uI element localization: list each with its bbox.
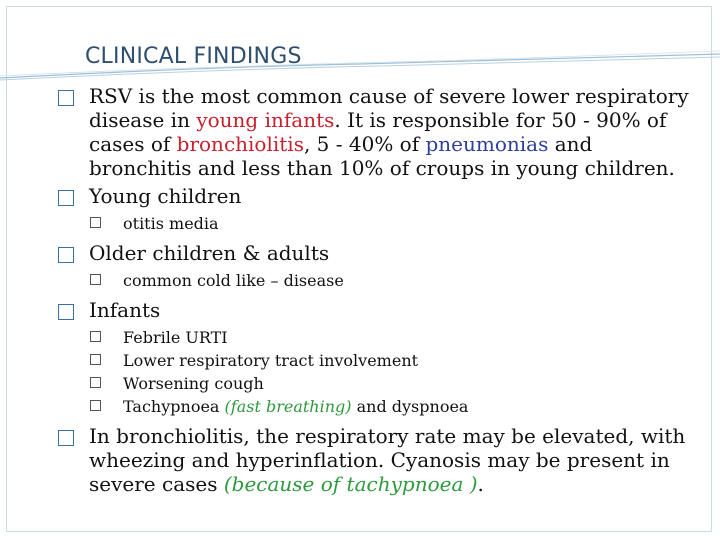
subitem-tachypnoea: Tachypnoea (fast breathing) and dyspnoea <box>90 395 698 418</box>
highlight-young-infants: young infants <box>196 108 335 132</box>
bullet-rsv-overview: RSV is the most common cause of severe lower respiratory disease in young infants. It is responsible for 50 - 90% of cases of bronchiolitis, 5 - 40% of pneumonias and bronchitis and less than 10% of croups in young children. <box>58 84 698 180</box>
sub-bullet-box-icon <box>90 331 101 342</box>
bullet-box-icon <box>58 90 74 106</box>
subitem-febrile-urti: Febrile URTI <box>90 326 698 349</box>
sub-bullet-box-icon <box>90 217 101 228</box>
bullet-box-icon <box>58 190 74 206</box>
bullet-older-children: Older children & adults <box>58 241 698 265</box>
sub-bullet-box-icon <box>90 354 101 365</box>
sub-bullet-box-icon <box>90 400 101 411</box>
bullet-box-icon <box>58 430 74 446</box>
bullet-box-icon <box>58 247 74 263</box>
subitem-worsening-cough: Worsening cough <box>90 372 698 395</box>
highlight-pneumonias: pneumonias <box>425 132 549 156</box>
highlight-because-tachypnoea: (because of tachypnoea ) <box>223 472 478 496</box>
slide-body <box>58 84 698 496</box>
sub-bullet-box-icon <box>90 377 101 388</box>
bullet-infants: Infants <box>58 298 698 322</box>
sub-bullet-box-icon <box>90 274 101 285</box>
bullet-young-children: Young children <box>58 184 698 208</box>
highlight-bronchiolitis: bronchiolitis <box>176 132 304 156</box>
subitem-otitis-media: otitis media <box>90 212 698 235</box>
bullet-box-icon <box>58 304 74 320</box>
subitem-lower-respiratory: Lower respiratory tract involvement <box>90 349 698 372</box>
bullet-bronchiolitis-signs: In bronchiolitis, the respiratory rate may be elevated, with wheezing and hyperinflation. Cyanosis may be present in severe cases (because of tachypnoea ). <box>58 424 698 496</box>
subitem-common-cold: common cold like – disease <box>90 269 698 292</box>
slide-title: CLINICAL FINDINGS <box>85 44 302 69</box>
highlight-fast-breathing: (fast breathing) <box>224 397 352 416</box>
